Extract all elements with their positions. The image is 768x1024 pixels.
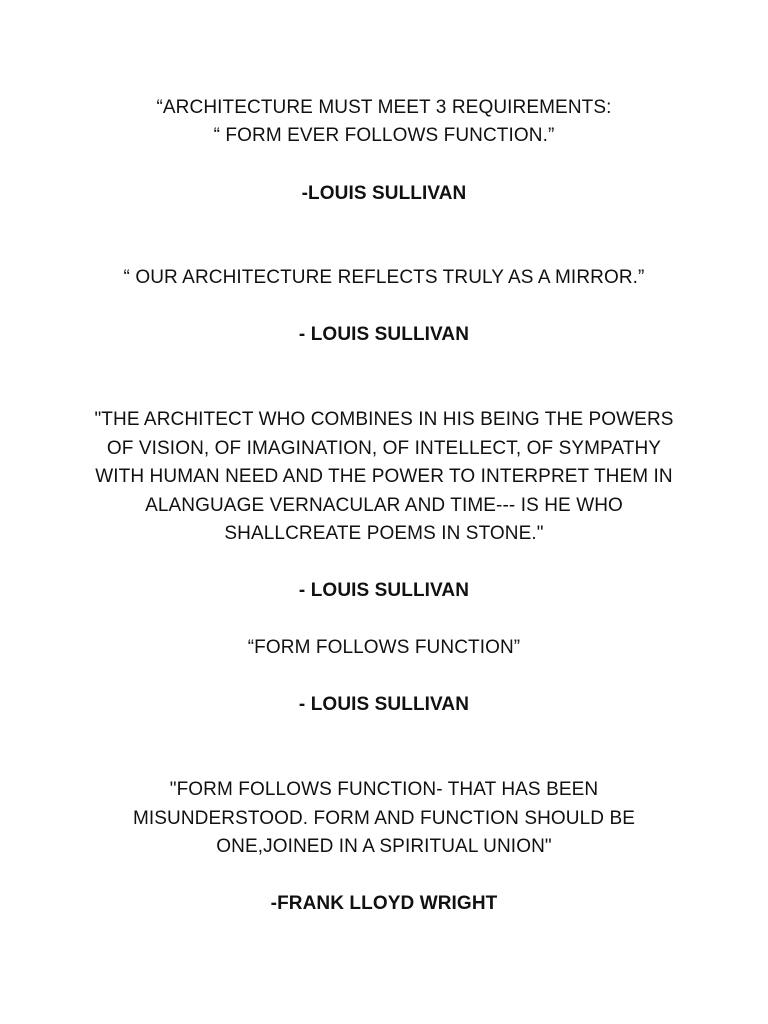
quote-4-line-1: “FORM FOLLOWS FUNCTION” [247,637,521,658]
quote-1-line-1: “ARCHITECTURE MUST MEET 3 REQUIREMENTS: [156,97,612,118]
quote-3-author: - LOUIS SULLIVAN [298,580,470,601]
quote-5-line-1: "FORM FOLLOWS FUNCTION- THAT HAS BEEN [169,779,599,800]
quote-5-line-3: ONE,JOINED IN A SPIRITUAL UNION" [216,836,552,857]
quote-5-author: -FRANK LLOYD WRIGHT [270,893,498,914]
quote-3-line-5: SHALLCREATE POEMS IN STONE." [224,523,544,544]
quote-1-line-2: “ FORM EVER FOLLOWS FUNCTION.” [213,125,555,146]
quote-5-line-2: MISUNDERSTOOD. FORM AND FUNCTION SHOULD BE [132,808,636,829]
quote-2-line-1: “ OUR ARCHITECTURE REFLECTS TRULY AS A MIRROR.” [123,267,645,288]
quote-2-author: - LOUIS SULLIVAN [298,324,470,345]
quote-3-line-1: "THE ARCHITECT WHO COMBINES IN HIS BEING THE POWERS [94,409,674,430]
quote-1-author: -LOUIS SULLIVAN [301,183,467,204]
quote-3-line-3: WITH HUMAN NEED AND THE POWER TO INTERPRET THEM IN [95,466,673,487]
quote-3-line-4: ALANGUAGE VERNACULAR AND TIME--- IS HE WHO [145,495,623,516]
quote-4-author: - LOUIS SULLIVAN [298,694,470,715]
quote-3-line-2: OF VISION, OF IMAGINATION, OF INTELLECT, OF SYMPATHY [106,438,662,459]
